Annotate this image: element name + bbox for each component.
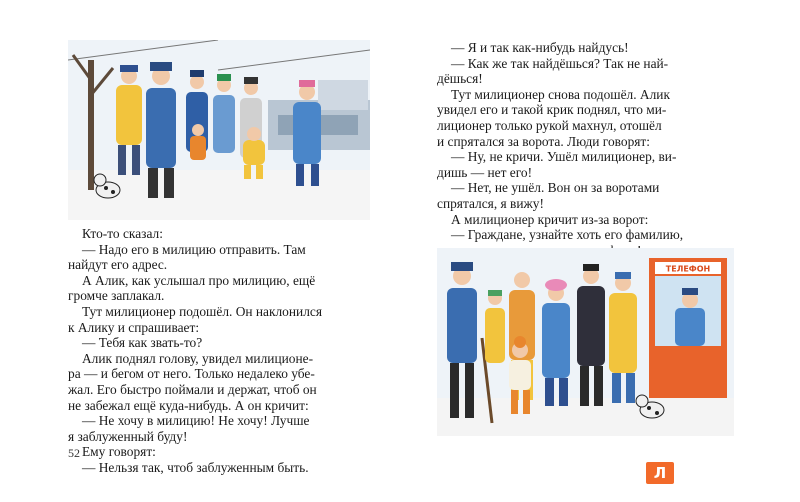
paragraph: ра — и бегом от него. Только недалеко убе- — [68, 366, 315, 382]
paragraph: А милиционер кричит из-за ворот: — [451, 211, 649, 227]
phone-booth-illustration — [437, 248, 734, 436]
street-crowd-illustration — [68, 40, 370, 220]
paragraph: Тут милиционер снова подошёл. Алик — [451, 86, 670, 102]
paragraph: я заблуженный буду! — [68, 428, 188, 444]
paragraph: Тут милиционер подошёл. Он наклонился — [82, 303, 322, 319]
paragraph: — Нельзя так, чтоб заблуженным быть. — [82, 459, 309, 475]
left-page-text — [68, 226, 368, 476]
logo-letter: Л — [653, 464, 667, 482]
booth-sign-text: ТЕЛЕФОН — [665, 264, 711, 274]
paragraph: — Не хочу в милицию! Не хочу! Лучше — [82, 413, 310, 429]
paragraph: лиционер только рукой махнул, отошёл — [437, 117, 662, 133]
paragraph: и спрятался за ворота. Люди говорят: — [437, 133, 651, 149]
litres-logo — [646, 462, 674, 484]
paragraph: — Граждане, узнайте хоть его фамилию, — [451, 227, 684, 243]
paragraph: не забежал ещё куда-нибудь. А он кричит: — [68, 397, 309, 413]
paragraph: А Алик, как услышал про милицию, ещё — [82, 272, 316, 288]
paragraph: дёшься! — [437, 71, 483, 87]
paragraph: Алик поднял голову, увидел милиционе- — [82, 350, 314, 366]
phone-booth-drawing — [437, 248, 734, 436]
paragraph: жал. Его быстро поймали и держат, чтоб он — [68, 381, 317, 397]
paragraph: — Нет, не ушёл. Вон он за воротами — [451, 180, 660, 196]
paragraph: громче заплакал. — [68, 288, 165, 304]
paragraph: — Как же так найдёшься? Так не най- — [451, 55, 669, 71]
paragraph: Кто-то сказал: — [82, 226, 163, 241]
right-page — [400, 0, 800, 502]
paragraph: найдут его адрес. — [68, 257, 168, 273]
page-number: 52 — [68, 446, 80, 460]
right-page-text — [437, 40, 737, 274]
paragraph: — Надо его в милицию отправить. Там — [82, 241, 306, 257]
paragraph: к Алику и спрашивает: — [68, 319, 200, 335]
paragraph: дишь — нет его! — [437, 164, 533, 180]
paragraph: Ему говорят: — [82, 444, 156, 460]
paragraph: — Ну, не кричи. Ушёл милиционер, ви- — [451, 149, 677, 165]
paragraph: спрятался, я вижу! — [437, 195, 544, 211]
street-crowd-drawing — [68, 40, 370, 220]
paragraph: — Тебя как звать-то? — [82, 335, 203, 351]
paragraph: увидел его и такой крик поднял, что ми- — [437, 102, 667, 118]
paragraph: — Я и так как-нибудь найдусь! — [451, 40, 629, 55]
